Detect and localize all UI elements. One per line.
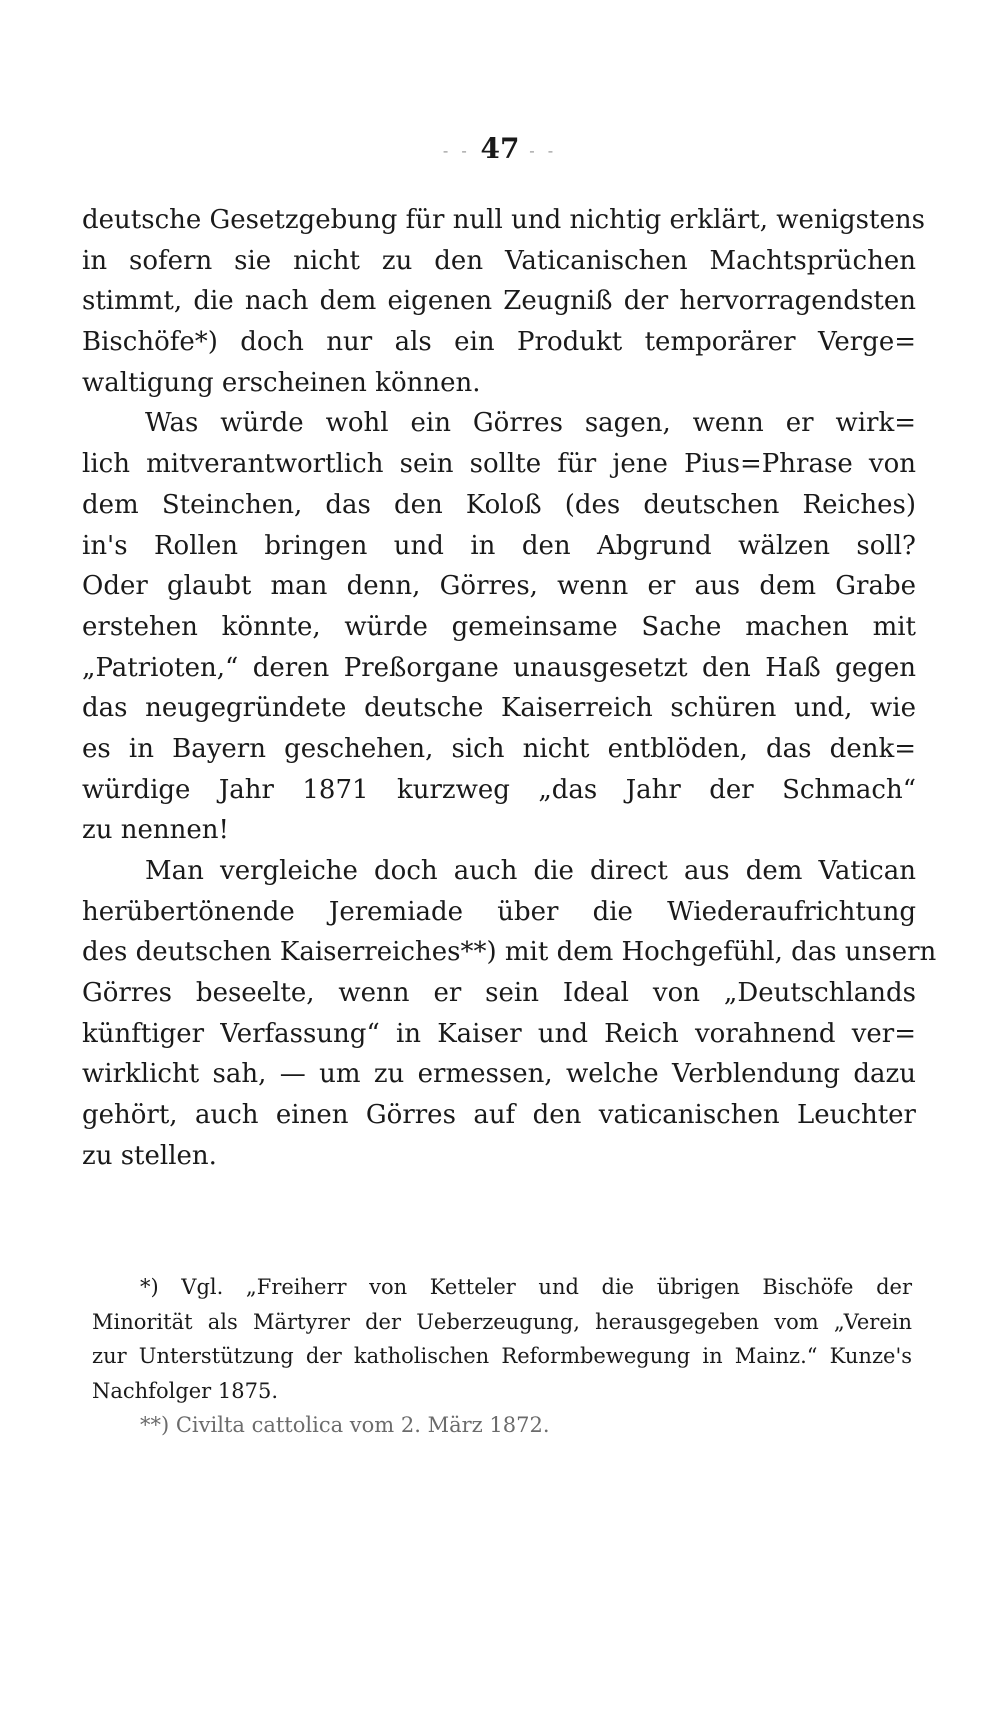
footnotes (92, 1270, 912, 1443)
text-line: zu nennen! (82, 815, 229, 846)
text-line: lich mitverantwortlich sein sollte für jene Pius=Phrase von (82, 449, 916, 480)
paragraph-2 (82, 403, 916, 851)
text-line: das neugegründete deutsche Kaiserreich schüren und, wie (82, 693, 916, 724)
footnote-line: **) Civilta cattolica vom 2. März 1872. (140, 1413, 550, 1437)
text-line: in sofern sie nicht zu den Vaticanischen Machtsprüchen (82, 245, 916, 276)
footnote-line: *) Vgl. „Freiherr von Ketteler und die übrigen Bischöfe der (140, 1275, 912, 1299)
page-number-dash-right: - - (529, 141, 558, 160)
text-line: herübertönende Jeremiade über die Wiederaufrichtung (82, 896, 916, 927)
text-line: es in Bayern geschehen, sich nicht entblöden, das denk= (82, 733, 916, 764)
text-line: Görres beseelte, wenn er sein Ideal von „Deutschlands (82, 978, 916, 1009)
text-line: Was würde wohl ein Görres sagen, wenn er wirk= (145, 408, 916, 439)
footnote-line: Nachfolger 1875. (92, 1378, 279, 1403)
footnote-line: Minorität als Märtyrer der Ueberzeugung, herausgegeben vom „Verein (92, 1309, 912, 1334)
text-line: waltigung erscheinen können. (82, 367, 481, 398)
text-line: gehört, auch einen Görres auf den vaticanischen Leuchter (82, 1100, 916, 1131)
footnote-2 (92, 1408, 912, 1443)
text-line: künftiger Verfassung“ in Kaiser und Reich vorahnend ver= (82, 1018, 916, 1049)
paragraph-1 (82, 200, 925, 403)
text-line: zu stellen. (82, 1140, 217, 1171)
text-line: dem Steinchen, das den Koloß (des deutschen Reiches) (82, 489, 916, 520)
text-line: Man vergleiche doch auch die direct aus dem Vatican (145, 856, 916, 886)
text-line: Bischöfe*) doch nur als ein Produkt temporärer Verge= (82, 327, 916, 358)
page-number-dash-left: - - (442, 141, 471, 160)
body-text (82, 200, 937, 1177)
text-line: stimmt, die nach dem eigenen Zeugniß der hervorragendsten (82, 286, 916, 317)
text-line: Oder glaubt man denn, Görres, wenn er aus dem Grabe (82, 571, 916, 602)
footnote-line: zur Unterstützung der katholischen Reformbewegung in Mainz.“ Kunze's (92, 1344, 912, 1368)
text-line: „Patrioten,“ deren Preßorgane unausgesetzt den Haß gegen (82, 652, 916, 683)
page-number (0, 132, 1000, 165)
text-line: würdige Jahr 1871 kurzweg „das Jahr der Schmach“ (82, 774, 916, 805)
paragraph-3 (82, 851, 937, 1177)
text-line: in's Rollen bringen und in den Abgrund wälzen soll? (82, 530, 916, 561)
footnote-1 (92, 1270, 912, 1408)
text-line: erstehen könnte, würde gemeinsame Sache machen mit (82, 611, 916, 642)
page-number-value: 47 (480, 132, 520, 165)
text-line: deutsche Gesetzgebung für null und nichtig erklärt, wenigstens (82, 205, 925, 235)
text-line: des deutschen Kaiserreiches**) mit dem Hochgefühl, das unsern (82, 937, 937, 968)
text-line: wirklicht sah, — um zu ermessen, welche Verblendung dazu (82, 1059, 916, 1090)
